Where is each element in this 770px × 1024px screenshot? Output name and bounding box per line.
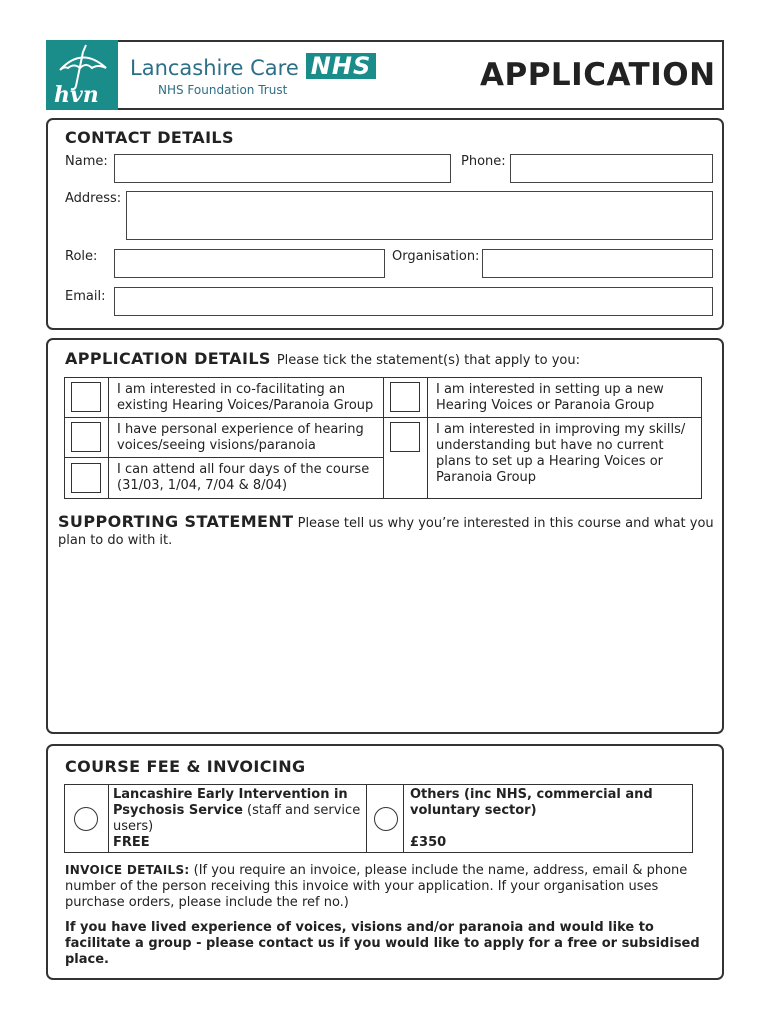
organisation-label: Organisation: <box>392 249 480 264</box>
invoice-details-label: INVOICE DETAILS: <box>65 863 190 877</box>
supporting-statement-header <box>58 513 718 549</box>
fee-option-free-detail: (staff and service users) <box>113 803 361 834</box>
option-personal-experience-checkbox[interactable] <box>71 422 101 452</box>
hvn-logo <box>46 40 118 110</box>
course-fee-heading: COURSE FEE & INVOICING <box>65 757 306 776</box>
logo-text: hvn <box>54 82 99 108</box>
fee-option-free-radio[interactable] <box>74 807 98 831</box>
grid-divider <box>383 377 384 499</box>
phone-field[interactable] <box>510 154 713 183</box>
name-field[interactable] <box>114 154 451 183</box>
invoice-details-text: (If you require an invoice, please include the name, address, email & phone number of the person receiving this invoice with your application. If your organisation uses purchase orders, please include the ref no.) <box>65 863 688 910</box>
name-label: Name: <box>65 154 108 169</box>
application-details-heading <box>65 349 580 368</box>
application-prompt: Please tick the statement(s) that apply to you: <box>276 353 580 368</box>
option-new-group-text: I am interested in setting up a new Hearing Voices or Paranoia Group <box>436 382 664 413</box>
role-field[interactable] <box>114 249 385 278</box>
grid-divider <box>64 457 384 458</box>
supporting-statement-prompt: Please tell us why you’re interested in this course and what you plan to do with it. <box>58 516 714 548</box>
nhs-badge: NHS <box>306 53 376 79</box>
contact-details-heading: CONTACT DETAILS <box>65 128 234 147</box>
grid-divider <box>108 784 109 853</box>
fee-option-paid-name: Others (inc NHS, commercial and voluntary sector) <box>410 787 653 818</box>
fee-option-paid-price: £350 <box>410 835 447 850</box>
grid-divider <box>366 784 367 853</box>
organisation-subtitle: NHS Foundation Trust <box>158 83 288 97</box>
lived-experience-note: If you have lived experience of voices, visions and/or paranoia and would like to facilitate a group - please contact us if you would like to apply for a free or subsidised place. <box>65 920 700 967</box>
option-cofacilitate-text: I am interested in co-facilitating an existing Hearing Voices/Paranoia Group <box>117 382 374 413</box>
supporting-statement-area[interactable] <box>56 552 716 728</box>
grid-divider <box>108 377 109 499</box>
option-attend-all-days-text: I can attend all four days of the course (31/03, 1/04, 7/04 & 8/04) <box>117 462 370 493</box>
address-field[interactable] <box>126 191 713 240</box>
invoice-details <box>65 862 710 911</box>
grid-divider <box>64 417 702 418</box>
fee-option-free-price: FREE <box>113 835 150 850</box>
phone-label: Phone: <box>461 154 506 169</box>
application-heading-text: APPLICATION DETAILS <box>65 349 271 368</box>
address-label: Address: <box>65 191 122 206</box>
option-personal-experience-text: I have personal experience of hearing voices/seeing visions/paranoia <box>117 422 364 453</box>
grid-divider <box>427 377 428 499</box>
page-title: APPLICATION <box>480 57 716 93</box>
option-new-group-checkbox[interactable] <box>390 382 420 412</box>
fee-option-paid-radio[interactable] <box>374 807 398 831</box>
option-attend-all-days-checkbox[interactable] <box>71 463 101 493</box>
fee-option-paid-text <box>410 787 688 851</box>
organisation-name: Lancashire Care <box>130 56 299 80</box>
organisation-field[interactable] <box>482 249 713 278</box>
option-improve-skills-checkbox[interactable] <box>390 422 420 452</box>
option-improve-skills-text: I am interested in improving my skills/ understanding but have no current plans to set up a Hearing Voices or Paranoia Group <box>436 422 686 485</box>
fee-option-free-text <box>113 787 363 851</box>
supporting-statement-heading: SUPPORTING STATEMENT <box>58 512 294 531</box>
role-label: Role: <box>65 249 98 264</box>
grid-divider <box>403 784 404 853</box>
email-field[interactable] <box>114 287 713 316</box>
fee-option-free-name: Lancashire Early Intervention in Psychosis Service <box>113 787 348 818</box>
option-cofacilitate-checkbox[interactable] <box>71 382 101 412</box>
email-label: Email: <box>65 289 106 304</box>
